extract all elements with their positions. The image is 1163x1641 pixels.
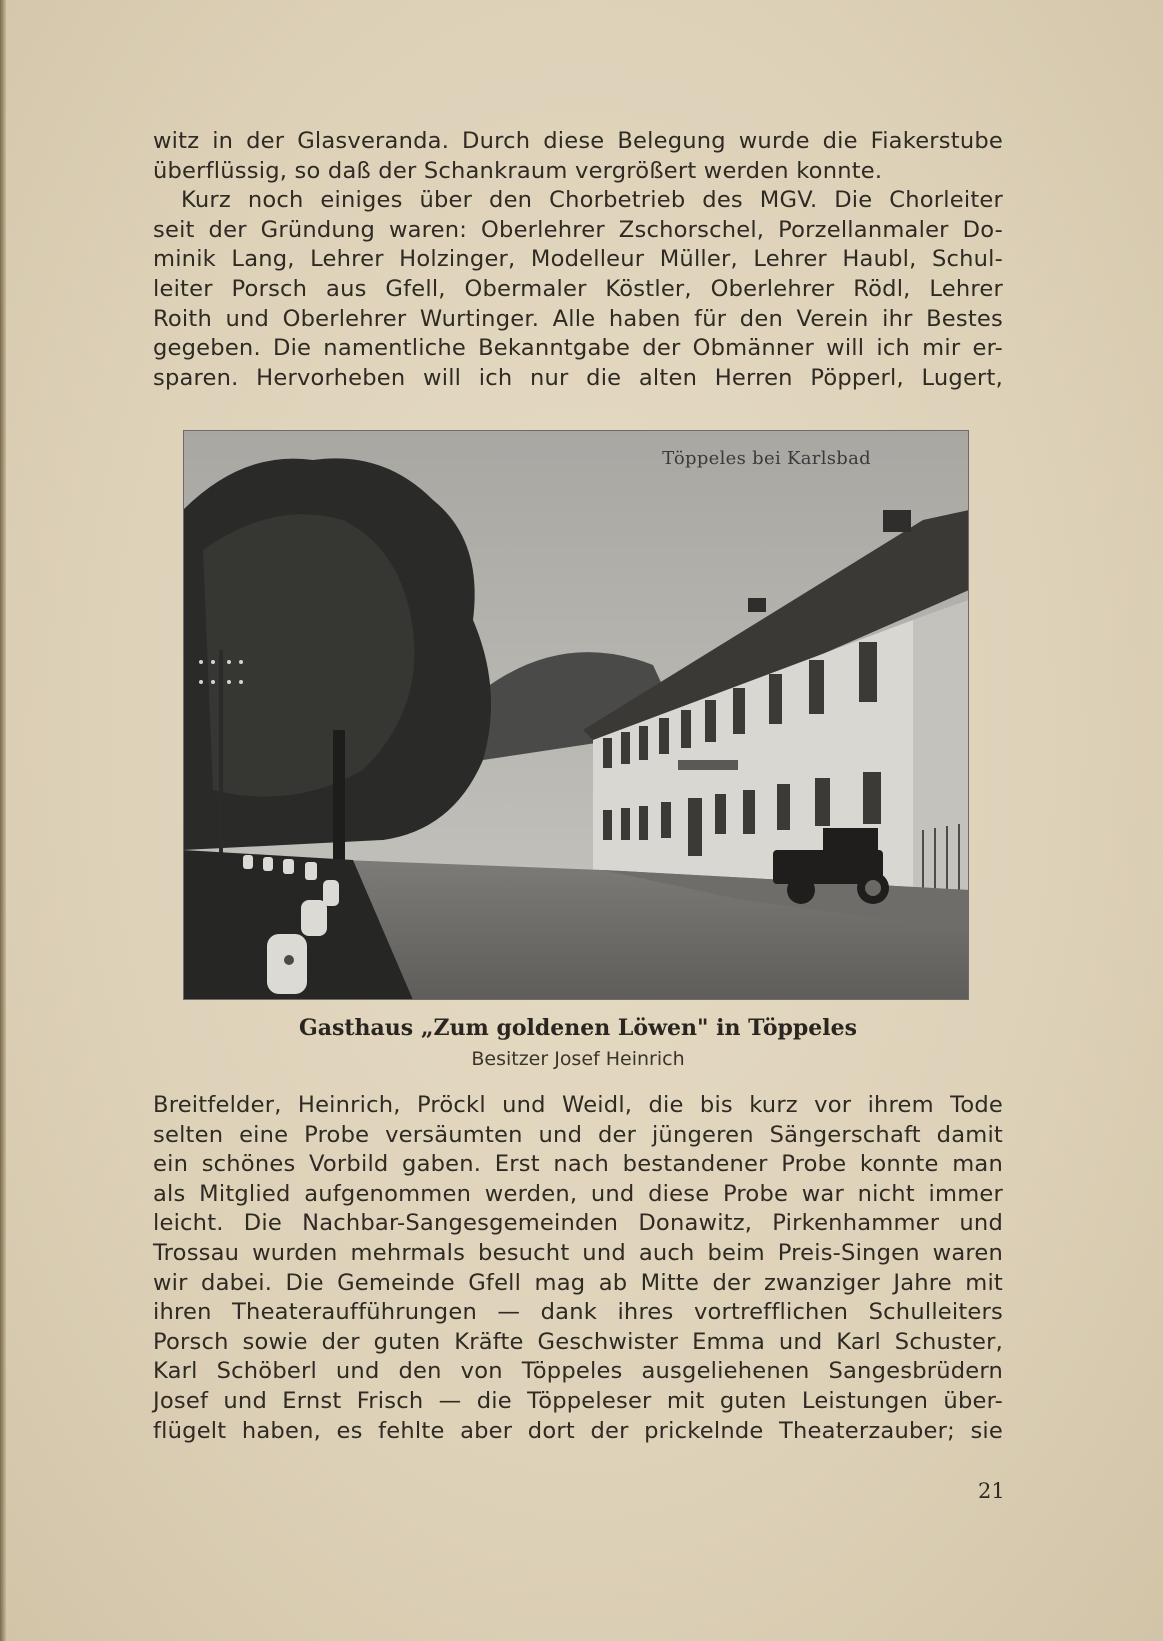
text-line: Porsch sowie der guten Kräfte Geschwister Emma und Karl Schuster, <box>153 1328 1003 1355</box>
text-line: leiter Porsch aus Gfell, Obermaler Köstler, Oberlehrer Rödl, Lehrer <box>153 275 1003 302</box>
text-line: flügelt haben, es fehlte aber dort der prickelnde Theaterzauber; sie <box>153 1417 1003 1444</box>
text-line: wir dabei. Die Gemeinde Gfell mag ab Mitte der zwanziger Jahre mit <box>153 1269 1003 1296</box>
text-line: als Mitglied aufgenommen werden, und diese Probe war nicht immer <box>153 1180 1003 1207</box>
text-line: Breitfelder, Heinrich, Pröckl und Weidl, die bis kurz vor ihrem Tode <box>153 1092 1003 1118</box>
text-line: witz in der Glasveranda. Durch diese Belegung wurde die Fiakerstube <box>153 128 1003 154</box>
page-number: 21 <box>978 1479 1005 1503</box>
text-line: überflüssig, so daß der Schankraum vergrößert werden konnte. <box>153 157 883 184</box>
page-spine-edge <box>0 0 6 1641</box>
text-line: Josef und Ernst Frisch — die Töppeleser mit guten Leistungen über- <box>153 1387 1003 1414</box>
text-line: Karl Schöberl und den von Töppeles ausgeliehenen Sangesbrüdern <box>153 1358 1003 1385</box>
text-line: minik Lang, Lehrer Holzinger, Modelleur Müller, Lehrer Haubl, Schul- <box>153 246 1003 273</box>
figure-caption-subtitle: Besitzer Josef Heinrich <box>471 1048 685 1070</box>
photo-gasthaus <box>183 430 969 1000</box>
figure-caption-title: Gasthaus „Zum goldenen Löwen" in Töppeles <box>298 1015 858 1041</box>
text-line: seit der Gründung waren: Oberlehrer Zschorschel, Porzellanmaler Do- <box>153 216 1003 243</box>
photo-location-label: Töppeles bei Karlsbad <box>662 448 871 469</box>
text-line: sparen. Hervorheben will ich nur die alten Herren Pöpperl, Lugert, <box>153 364 1003 391</box>
text-line: ihren Theateraufführungen — dank ihres vortrefflichen Schulleiters <box>153 1299 1003 1326</box>
body-text-bottom <box>153 1091 1003 1446</box>
text-line: Roith und Oberlehrer Wurtinger. Alle haben für den Verein ihr Bestes <box>153 305 1003 332</box>
text-line: gegeben. Die namentliche Bekanntgabe der Obmänner will ich mir er- <box>153 335 1003 362</box>
text-line: leicht. Die Nachbar-Sangesgemeinden Donawitz, Pirkenhammer und <box>153 1210 1003 1237</box>
photo-illustration <box>183 430 969 1000</box>
text-line: selten eine Probe versäumten und der jüngeren Sängerschaft damit <box>153 1121 1003 1148</box>
text-line: ein schönes Vorbild gaben. Erst nach bestandener Probe konnte man <box>153 1151 1003 1178</box>
text-line: Kurz noch einiges über den Chorbetrieb des MGV. Die Chorleiter <box>181 187 1003 214</box>
text-line: Trossau wurden mehrmals besucht und auch beim Preis-Singen waren <box>153 1239 1003 1266</box>
body-text-top <box>153 127 1003 393</box>
